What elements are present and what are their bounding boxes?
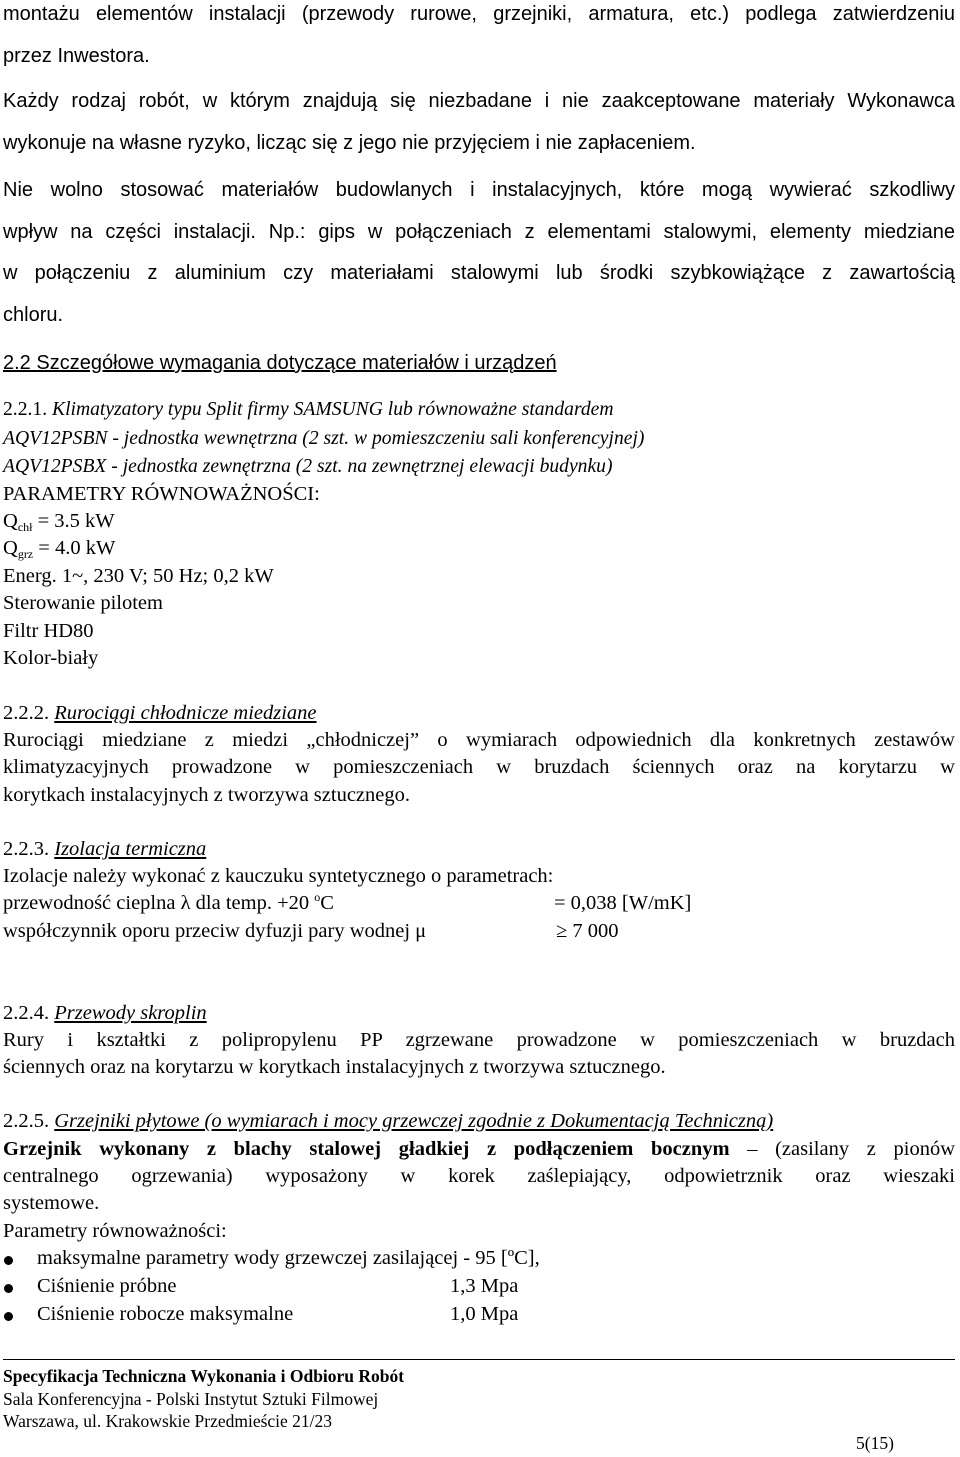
intro-line: montażu elementów instalacji (przewody rurowe, grzejniki, armatura, etc.) podlega zatwierdzeniu (3, 3, 955, 25)
param-value: = 3.5 kW (32, 510, 115, 532)
subsection-number: 2.2.2. (3, 702, 50, 724)
footer-line: Warszawa, ul. Krakowskie Przedmieście 21/23 (3, 1411, 333, 1431)
section-heading: 2.2 Szczegółowe wymagania dotyczące materiałów i urządzeń (3, 352, 557, 374)
subsection-224-title (3, 1002, 207, 1025)
bullet-icon (4, 1256, 13, 1265)
subsection-225-title (3, 1110, 773, 1133)
body-line: centralnego ogrzewania) wyposażony w korek zaślepiający, odpowietrznik oraz wieszaki (3, 1165, 955, 1187)
param-subscript: grz (17, 547, 34, 561)
bullet-value: 1,3 Mpa (450, 1275, 519, 1297)
conductivity-text: przewodność cieplna λ dla temp. +20 (3, 892, 315, 914)
params-heading: PARAMETRY RÓWNOWAŻNOŚCI: (3, 483, 320, 505)
degree-sign: o (314, 890, 321, 904)
bullet-label: maksymalne parametry wody grzewczej zasilającej - 95 [ºC], (37, 1247, 540, 1269)
param-color: Kolor-biały (3, 647, 99, 669)
body-line: ściennych oraz na korytarzu w korytkach instalacyjnych z tworzywa sztucznego. (3, 1056, 666, 1078)
bullet-icon (4, 1284, 13, 1293)
subsection-title: AQV12PSBN - jednostka wewnętrzna (2 szt. w pomieszczeniu sali konferencyjnej) (3, 428, 645, 449)
intro-line: Nie wolno stosować materiałów budowlanych i instalacyjnych, które mogą wywierać szkodliwy (3, 179, 955, 201)
body-line: Rury i kształtki z polipropylenu PP zgrzewane prowadzone w pomieszczeniach w bruzdach (3, 1029, 955, 1051)
footer-divider (3, 1359, 955, 1360)
body-line: Rurociągi miedziane z miedzi „chłodniczej” o wymiarach odpowiednich dla konkretnych zestawów (3, 729, 955, 751)
param-q-grz (3, 537, 115, 560)
subsection-title: Grzejniki płytowe (o wymiarach i mocy grzewczej zgodnie z Dokumentacją Techniczną) (54, 1110, 774, 1132)
param-energy: Energ. 1~, 230 V; 50 Hz; 0,2 kW (3, 565, 274, 587)
param-q-chl (3, 510, 115, 533)
conductivity-value: = 0,038 [W/mK] (554, 892, 692, 914)
subsection-title: Klimatyzatory typu Split firmy SAMSUNG lub równoważne standardem (52, 399, 614, 420)
subsection-number: 2.2.1. (3, 399, 48, 420)
subsection-title: Izolacja termiczna (54, 838, 207, 860)
resistance-label: współczynnik oporu przeciw dyfuzji pary wodnej μ (3, 920, 427, 942)
bullet-label: Ciśnienie próbne (37, 1275, 177, 1297)
subsection-number: 2.2.4. (3, 1002, 50, 1024)
subsection-title: Przewody skroplin (54, 1002, 207, 1024)
resistance-value: ≥ 7 000 (556, 920, 619, 942)
conductivity-label (3, 892, 334, 915)
param-symbol: Q (3, 537, 18, 559)
param-control: Sterowanie pilotem (3, 592, 163, 614)
subsection-222-title (3, 702, 317, 725)
body-line (3, 1138, 955, 1161)
footer-title: Specyfikacja Techniczna Wykonania i Odbioru Robót (3, 1366, 405, 1386)
bullet-value: 1,0 Mpa (450, 1303, 519, 1325)
intro-line: w połączeniu z aluminium czy materiałami stalowymi lub środki szybkowiążące z zawartością (3, 262, 955, 284)
body-text: – (zasilany z pionów (729, 1138, 955, 1160)
subsection-221-title (3, 399, 614, 421)
param-filter: Filtr HD80 (3, 620, 94, 642)
body-line: systemowe. (3, 1192, 100, 1214)
intro-line: przez Inwestora. (3, 45, 150, 67)
page-number: 5(15) (856, 1433, 894, 1453)
subsection-number: 2.2.3. (3, 838, 50, 860)
subsection-title: Rurociągi chłodnicze miedziane (54, 702, 317, 724)
bullet-label: Ciśnienie robocze maksymalne (37, 1303, 294, 1325)
params-heading: Parametry równoważności: (3, 1220, 227, 1242)
intro-line: wykonuje na własne ryzyko, licząc się z jego nie przyjęciem i nie zapłaceniem. (3, 132, 696, 154)
bold-lead: Grzejnik wykonany z blachy stalowej gładkiej z podłączeniem bocznym (3, 1138, 730, 1160)
conductivity-unit: C (320, 892, 334, 914)
param-symbol: Q (3, 510, 18, 532)
intro-line: wpływ na części instalacji. Np.: gips w połączeniach z elementami stalowymi, elementy miedziane (3, 221, 955, 243)
param-value: = 4.0 kW (33, 537, 116, 559)
param-subscript: chł (17, 520, 33, 534)
body-line: klimatyzacyjnych prowadzone w pomieszczeniach w bruzdach ściennych oraz na korytarzu w (3, 756, 955, 778)
footer-line: Sala Konferencyjna - Polski Instytut Sztuki Filmowej (3, 1389, 379, 1409)
subsection-223-title (3, 838, 206, 861)
body-line: Izolacje należy wykonać z kauczuku syntetycznego o parametrach: (3, 865, 554, 887)
intro-line: chloru. (3, 304, 64, 326)
subsection-title: AQV12PSBX - jednostka zewnętrzna (2 szt. na zewnętrznej elewacji budynku) (3, 456, 613, 477)
intro-line: Każdy rodzaj robót, w którym znajdują się niezbadane i nie zaakceptowane materiały Wykonawca (3, 90, 955, 112)
bullet-icon (4, 1312, 13, 1321)
subsection-number: 2.2.5. (3, 1110, 50, 1132)
body-line: korytkach instalacyjnych z tworzywa sztucznego. (3, 784, 410, 806)
